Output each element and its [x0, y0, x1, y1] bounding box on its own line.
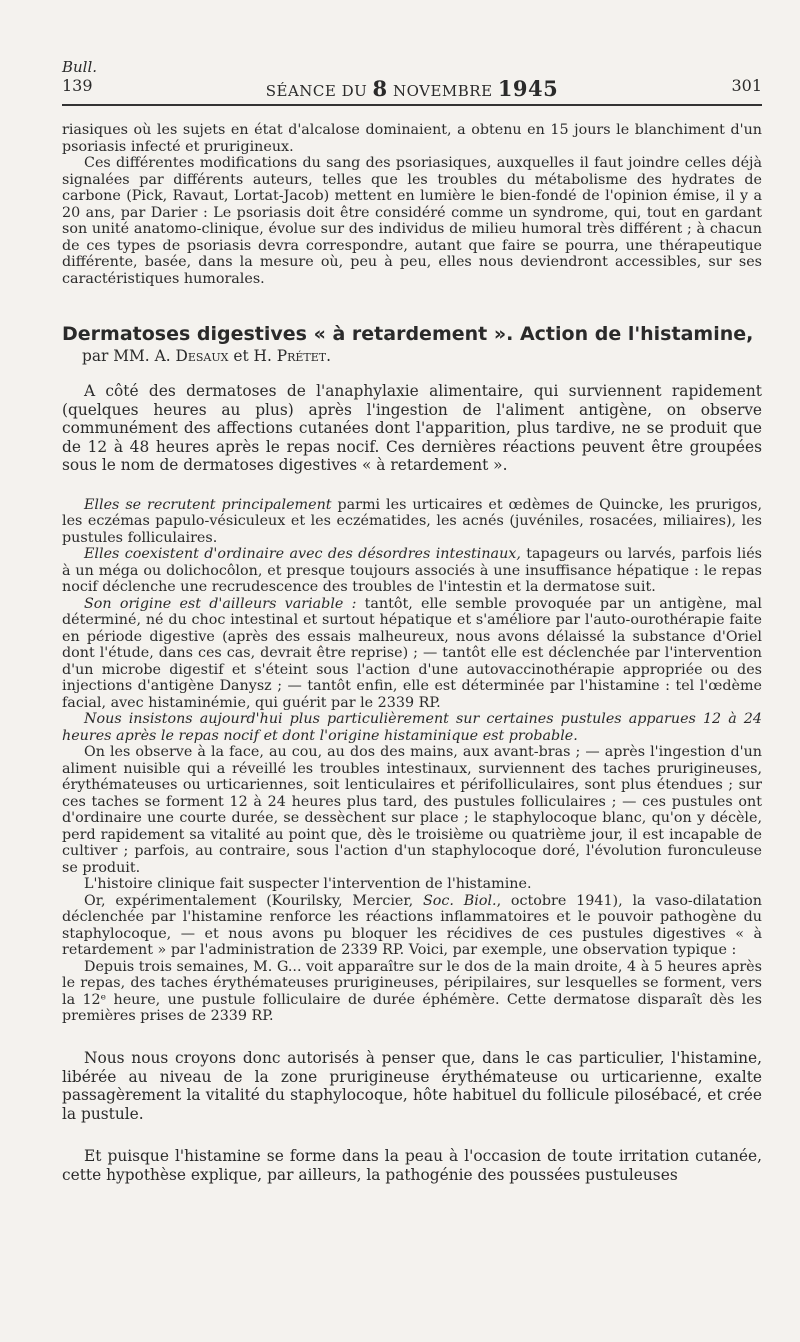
session-day: 8	[372, 76, 388, 101]
journal-name: Soc. Biol.	[423, 892, 497, 909]
paragraph-conclusion: Nous nous croyons donc autorisés à penser que, dans le cas particulier, l'histamine, libérée au niveau de la zone prurigineuse érythémateuse ou urticarienne, exalte passagèrement la vitalité du staphylocoque, hôte habituel du follicule pilosébacé, et crée la pustule.	[62, 1048, 762, 1123]
paragraph-text: , octobre 1941), la vaso-dilatation déclenchée par l'histamine renforce les réactions inflammatoires et le pouvoir pathogène du staphylocoque, — et nous avons pu bloquer les récidives de ces pustules digestives « à retardement » par l'administration de 2339 RP. Voici, par exemple, une observation typique :	[62, 892, 762, 959]
italic-lead: Elles se recrutent principalement	[84, 496, 332, 513]
session-month: NOVEMBRE	[392, 82, 493, 100]
page-body	[62, 122, 762, 1185]
authors-mid: et H.	[233, 347, 272, 365]
paragraph-text: parmi les urticaires et œdèmes de Quincke, les prurigos, les eczémas papulo-vésiculeux et les eczématides, les acnés (juvéniles, rosacées, miliaires), les pustules folliculaires.	[62, 496, 763, 546]
paragraph-histoire: L'histoire clinique fait suspecter l'intervention de l'histamine.	[84, 876, 532, 893]
lead-paragraph: A côté des dermatoses de l'anaphylaxie alimentaire, qui surviennent rapidement (quelques heures au plus) après l'ingestion de l'aliment antigène, on observe communément des affections cutanées dont l'apparition, plus tardive, ne se produit que de 12 à 48 heures après le repas nocif. Ces dernières réactions peuvent être groupées sous le nom de dermatoses digestives « à retardement ».	[62, 382, 762, 475]
italic-lead: Son origine est d'ailleurs variable :	[84, 595, 357, 612]
paragraph-insistons	[62, 711, 762, 744]
page-number-left: 139	[62, 76, 93, 95]
authors-end: .	[326, 347, 332, 365]
author-desaux: Desaux	[175, 347, 229, 365]
article-title: Dermatoses digestives « à retardement ». Action de l'histamine,	[62, 323, 754, 345]
session-year: 1945	[497, 76, 559, 101]
page-number-right: 301	[731, 76, 762, 95]
paragraph-recrutent	[62, 497, 762, 547]
session-title-pre: SÉANCE DU	[265, 82, 368, 100]
intro-paragraph-2: Ces différentes modifications du sang des psoriasiques, auxquelles il faut joindre celles déjà signalées par différents auteurs, telles que les troubles du métabolisme des hydrates de carbone (Pick, Ravaut, Lortat-Jacob) mettent en lumière le bien-fondé de l'opinion émise, il y a 20 ans, par Darier : Le psoriasis doit être considéré comme un syndrome, qui, tout en gardant son unité anatomo-clinique, évolue sur des individus de milieu humoral très différent ; à chacun de ces types de psoriasis devra correspondre, autant que faire se pourra, une thérapeutique différente, basée, dans la mesure où, peu à peu, elles nous deviendront accessibles, sur ses caractéristiques humorales.	[62, 155, 762, 287]
italic-paragraph: Nous insistons aujourd'hui plus particulièrement sur certaines pustules apparues 12 à 24 heures après le repas nocif et dont l'origine histaminique est probable.	[62, 711, 762, 744]
paragraph-coexistent	[62, 546, 762, 596]
author-pretet: Prétet	[276, 347, 327, 365]
running-head: Bull.	[62, 58, 98, 76]
paragraph-text: Or, expérimentalement (Kourilsky, Mercier,	[84, 892, 414, 909]
session-title	[62, 76, 762, 101]
article-authors	[82, 347, 762, 366]
italic-lead: Elles coexistent d'ordinaire avec des désordres intestinaux,	[84, 546, 521, 563]
paragraph-experimental	[62, 893, 762, 959]
paragraph-observation: Depuis trois semaines, M. G... voit apparaître sur le dos de la main droite, 4 à 5 heures après le repas, des taches érythémateuses prurigineuses, péripilaires, sur lesquelles se forment, vers la 12ᵉ heure, une pustule folliculaire de durée éphémère. Cette dermatose disparaît dès les premières prises de 2339 RP.	[62, 958, 762, 1025]
paragraph-observe: On les observe à la face, au cou, au dos des mains, aux avant-bras ; — après l'ingestion d'un aliment nuisible qui a réveillé les troubles intestinaux, surviennent des taches prurigineuses, érythémateuses ou urticariennes, soit lenticulaires et périfolliculaires, sont plus étendues ; sur ces taches se forment 12 à 24 heures plus tard, des pustules folliculaires ; — ces pustules ont d'ordinaire une courte durée, se dessèchent sur place ; le staphylocoque blanc, qu'on y décèle, perd rapidement sa vitalité au point que, dès le troisième ou quatrième jour, il est incapable de cultiver ; parfois, au contraire, sous l'action d'un staphylocoque doré, l'évolution furonculeuse se produit.	[62, 744, 762, 876]
paragraph-text: tapageurs ou larvés, parfois liés à un méga ou dolichocôlon, et presque toujours associés à une insuffisance hépatique : le repas nocif déclenche une recrudescence des troubles de l'intestin et la dermatose suit.	[62, 546, 762, 596]
intro-paragraph-1: riasiques où les sujets en état d'alcalose dominaient, a obtenu en 15 jours le blanchiment d'un psoriasis infecté et prurigineux.	[62, 122, 762, 155]
authors-pre: par MM. A.	[82, 347, 171, 365]
header-rule	[62, 104, 762, 106]
paragraph-final: Et puisque l'histamine se forme dans la peau à l'occasion de toute irritation cutanée, cette hypothèse explique, par ailleurs, la pathogénie des poussées pustuleuses	[62, 1147, 762, 1184]
paragraph-text: tantôt, elle semble provoquée par un antigène, mal déterminé, né du choc intestinal et surtout hépatique et s'améliore par l'auto-ourothérapie faite en période digestive (après des essais malheureux, nous avons délaissé la substance d'Oriel dont l'étude, dans ces cas, devrait être reprise) ; — tantôt elle est déclenchée par l'intervention d'un microbe digestif et s'éteint sous l'action d'une autovaccinothérapie appropriée ou des injections d'antigène Danysz ; — tantôt enfin, elle est déterminée par l'histamine : tel l'œdème facial, avec histaminémie, qui guérit par le 2339 RP.	[62, 595, 762, 711]
paragraph-origine	[62, 596, 762, 712]
page-header	[62, 76, 762, 100]
